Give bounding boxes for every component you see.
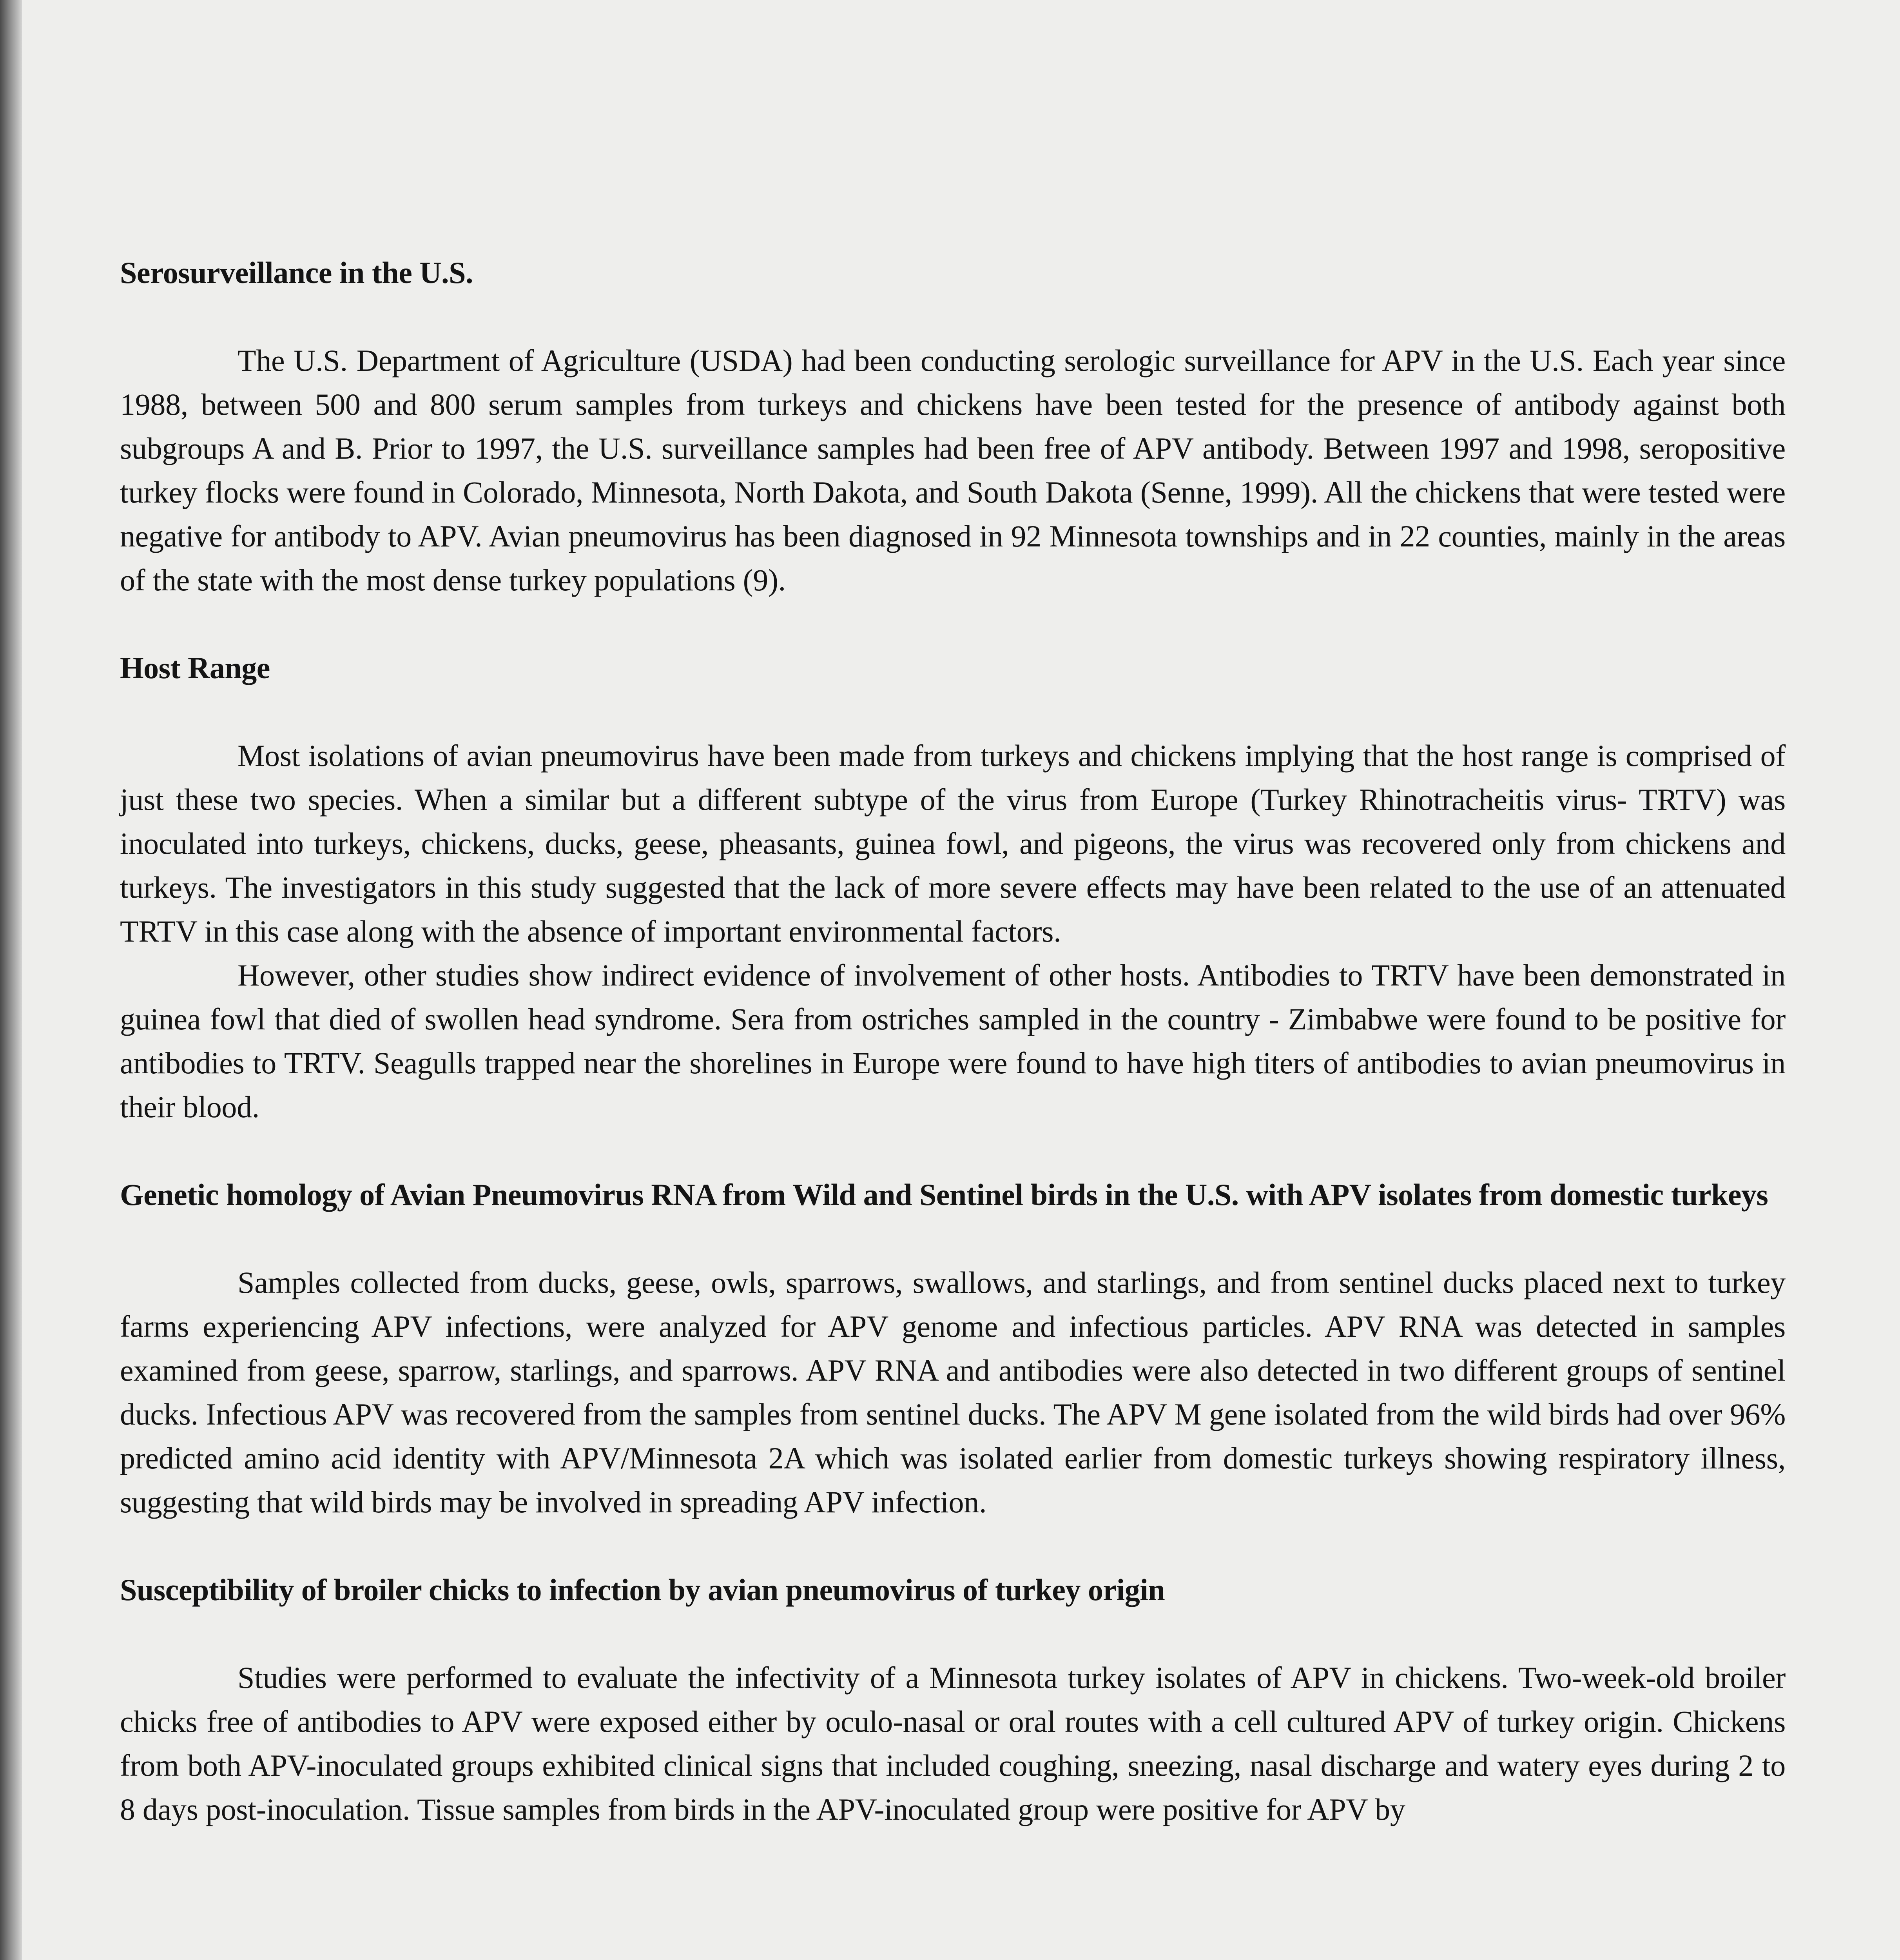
binding-shadow [0, 0, 22, 1960]
paragraph-host-range-2: However, other studies show indirect evidence of involvement of other hosts. Antibodies to TRTV have been demonstrated in guinea fowl that died of swollen head syndrome. Sera from ostriches sampled in the country - Zimbabwe were found to be positive for antibodies to TRTV. Seagulls trapped near the shorelines in Europe were found to have high titers of antibodies to avian pneumovirus in their blood. [120, 958, 1786, 1124]
paragraph-genetic-homology: Samples collected from ducks, geese, owls, sparrows, swallows, and starlings, and from sentinel ducks placed next to turkey farms experiencing APV infections, were analyzed for APV genome and infectious particles. APV RNA was detected in samples examined from geese, sparrow, starlings, and sparrows. APV RNA and antibodies were also detected in two different groups of sentinel ducks. Infectious APV was recovered from the samples from sentinel ducks. The APV M gene isolated from the wild birds had over 96% predicted amino acid identity with APV/Minnesota 2A which was isolated earlier from domestic turkeys showing respiratory illness, suggesting that wild birds may be involved in spreading APV infection. [120, 1265, 1786, 1519]
document-page [22, 0, 1900, 1960]
paragraph-susceptibility: Studies were performed to evaluate the infectivity of a Minnesota turkey isolates of APV in chickens. Two-week-old broiler chicks free of antibodies to APV were exposed either by oculo-nasal or oral routes with a cell cultured APV of turkey origin. Chickens from both APV-inoculated groups exhibited clinical signs that included coughing, sneezing, nasal discharge and watery eyes during 2 to 8 days post-inoculation. Tissue samples from birds in the APV-inoculated group were positive for APV by [120, 1661, 1786, 1826]
heading-susceptibility: Susceptibility of broiler chicks to infection by avian pneumovirus of turkey origin [120, 1573, 1165, 1607]
paragraph-host-range-1: Most isolations of avian pneumovirus have been made from turkeys and chickens implying that the host range is comprised of just these two species. When a similar but a different subtype of the virus from Europe (Turkey Rhinotracheitis virus- TRTV) was inoculated into turkeys, chickens, ducks, geese, pheasants, guinea fowl, and pigeons, the virus was recovered only from chickens and turkeys. The investigators in this study suggested that the lack of more severe effects may have been related to the use of an attenuated TRTV in this case along with the absence of important environmental factors. [120, 739, 1786, 948]
heading-genetic-homology: Genetic homology of Avian Pneumovirus RNA from Wild and Sentinel birds in the U.S. with APV isolates from domestic turkeys [120, 1178, 1768, 1212]
heading-host-range: Host Range [120, 651, 270, 685]
paragraph-serosurveillance: The U.S. Department of Agriculture (USDA) had been conducting serologic surveillance for APV in the U.S. Each year since 1988, between 500 and 800 serum samples from turkeys and chickens have been tested for the presence of antibody against both subgroups A and B. Prior to 1997, the U.S. surveillance samples had been free of APV antibody. Between 1997 and 1998, seropositive turkey flocks were found in Colorado, Minnesota, North Dakota, and South Dakota (Senne, 1999). All the chickens that were tested were negative for antibody to APV. Avian pneumovirus has been diagnosed in 92 Minnesota townships and in 22 counties, mainly in the areas of the state with the most dense turkey populations (9). [120, 343, 1786, 597]
heading-serosurveillance: Serosurveillance in the U.S. [120, 256, 473, 290]
page-content [120, 251, 1786, 1831]
